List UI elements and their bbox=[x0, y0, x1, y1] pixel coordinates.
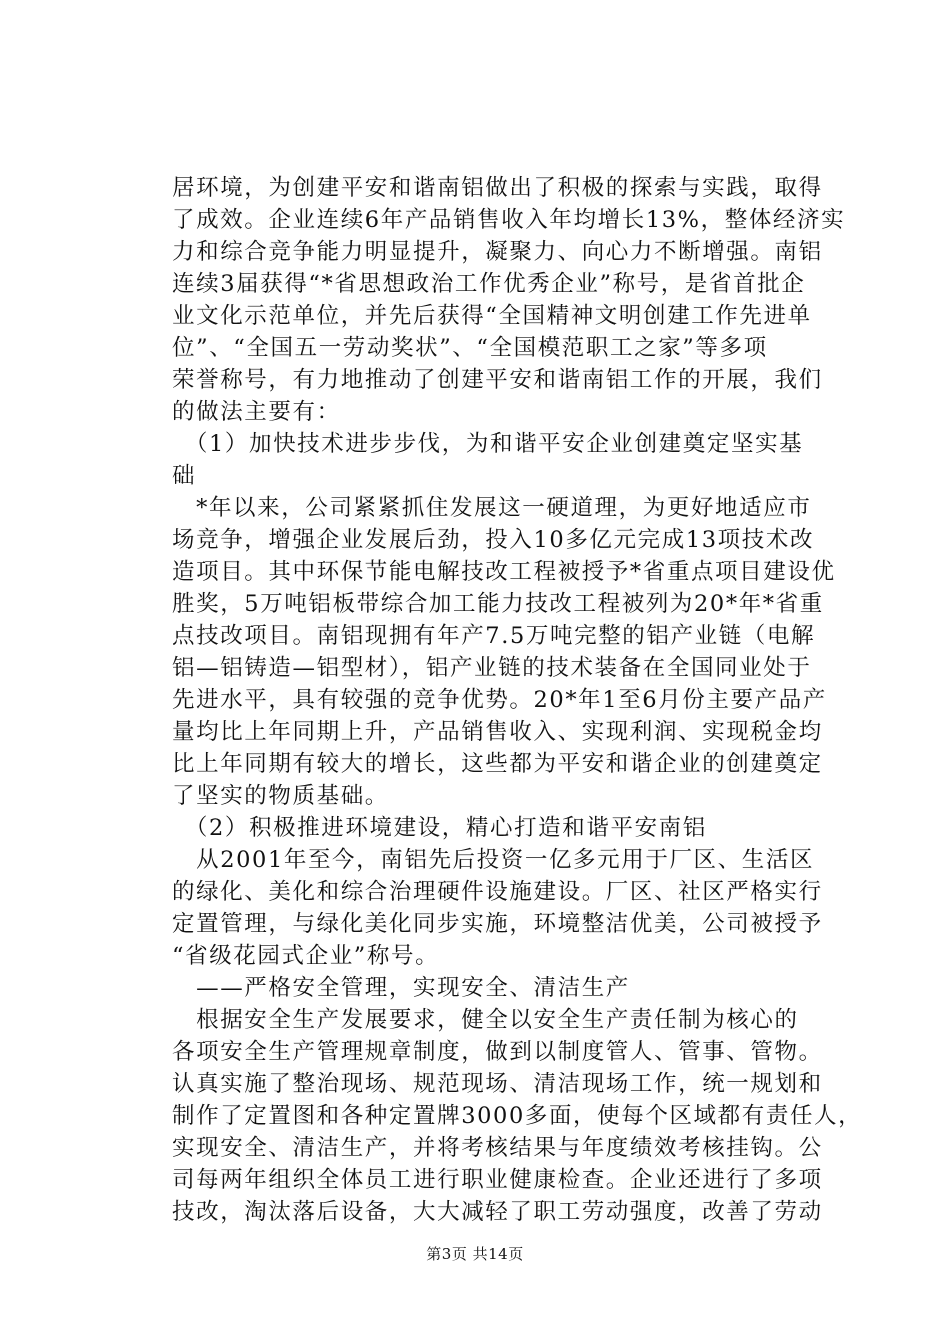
text-line: 从2001年至今，南铝先后投资一亿多元用于厂区、生活区 bbox=[172, 847, 815, 873]
text-line: 根据安全生产发展要求，健全以安全生产责任制为核心的 bbox=[172, 1007, 799, 1033]
text-line: 制作了定置图和各种定置牌3000多面，使每个区域都有责任人， bbox=[172, 1103, 863, 1129]
text-line: 铝—铝铸造—铝型材），铝产业链的技术装备在全国同业处于 bbox=[172, 655, 812, 681]
text-line: 了坚实的物质基础。 bbox=[172, 783, 389, 809]
text-line: 先进水平，具有较强的竞争优势。20*年1至6月份主要产品产 bbox=[172, 687, 827, 713]
text-line: 认真实施了整治现场、规范现场、清洁现场工作，统一规划和 bbox=[172, 1071, 823, 1097]
text-line: *年以来，公司紧紧抓住发展这一硬道理，为更好地适应市 bbox=[172, 495, 812, 521]
page-number-footer: 第3页 共14页 bbox=[426, 1245, 524, 1263]
text-line: 实现安全、清洁生产，并将考核结果与年度绩效考核挂钩。公 bbox=[172, 1135, 823, 1161]
section-heading-line: （2）积极推进环境建设，精心打造和谐平安南铝 bbox=[172, 815, 707, 841]
text-line: 的做法主要有： bbox=[172, 399, 341, 425]
text-line: 胜奖，5万吨铝板带综合加工能力技改工程被列为20*年*省重 bbox=[172, 591, 824, 617]
text-line: 居环境，为创建平安和谐南铝做出了积极的探索与实践，取得 bbox=[172, 175, 823, 201]
document-body bbox=[172, 172, 863, 1228]
text-line: 量均比上年同期上升，产品销售收入、实现利润、实现税金均 bbox=[172, 719, 823, 745]
text-line: 场竞争，增强企业发展后劲，投入10多亿元完成13项技术改 bbox=[172, 527, 815, 553]
text-line: 荣誉称号，有力地推动了创建平安和谐南铝工作的开展，我们 bbox=[172, 367, 823, 393]
text-line: 技改，淘汰落后设备，大大减轻了职工劳动强度，改善了劳动 bbox=[172, 1199, 823, 1225]
text-line: 司每两年组织全体员工进行职业健康检查。企业还进行了多项 bbox=[172, 1167, 823, 1193]
text-line: 定置管理，与绿化美化同步实施，环境整洁优美，公司被授予 bbox=[172, 911, 823, 937]
section-heading-line: 础 bbox=[172, 463, 197, 489]
text-line: 了成效。企业连续6年产品销售收入年均增长13%，整体经济实 bbox=[172, 207, 846, 233]
text-line: 连续3届获得“*省思想政治工作优秀企业”称号，是省首批企 bbox=[172, 271, 806, 297]
subsection-heading-line: ——严格安全管理，实现安全、清洁生产 bbox=[172, 975, 630, 1001]
text-line: “省级花园式企业”称号。 bbox=[172, 943, 440, 969]
text-line: 力和综合竞争能力明显提升，凝聚力、向心力不断增强。南铝 bbox=[172, 239, 823, 265]
text-line: 业文化示范单位，并先后获得“全国精神文明创建工作先进单 bbox=[172, 303, 812, 329]
text-line: 位”、“全国五一劳动奖状”、“全国模范职工之家”等多项 bbox=[172, 335, 768, 361]
section-heading-line: （1）加快技术进步步伐，为和谐平安企业创建奠定坚实基 bbox=[172, 431, 804, 457]
text-line: 各项安全生产管理规章制度，做到以制度管人、管事、管物。 bbox=[172, 1039, 823, 1065]
text-line: 的绿化、美化和综合治理硬件设施建设。厂区、社区严格实行 bbox=[172, 879, 823, 905]
text-line: 点技改项目。南铝现拥有年产7.5万吨完整的铝产业链（电解 bbox=[172, 623, 816, 649]
text-line: 比上年同期有较大的增长，这些都为平安和谐企业的创建奠定 bbox=[172, 751, 823, 777]
text-line: 造项目。其中环保节能电解技改工程被授予*省重点项目建设优 bbox=[172, 559, 836, 585]
